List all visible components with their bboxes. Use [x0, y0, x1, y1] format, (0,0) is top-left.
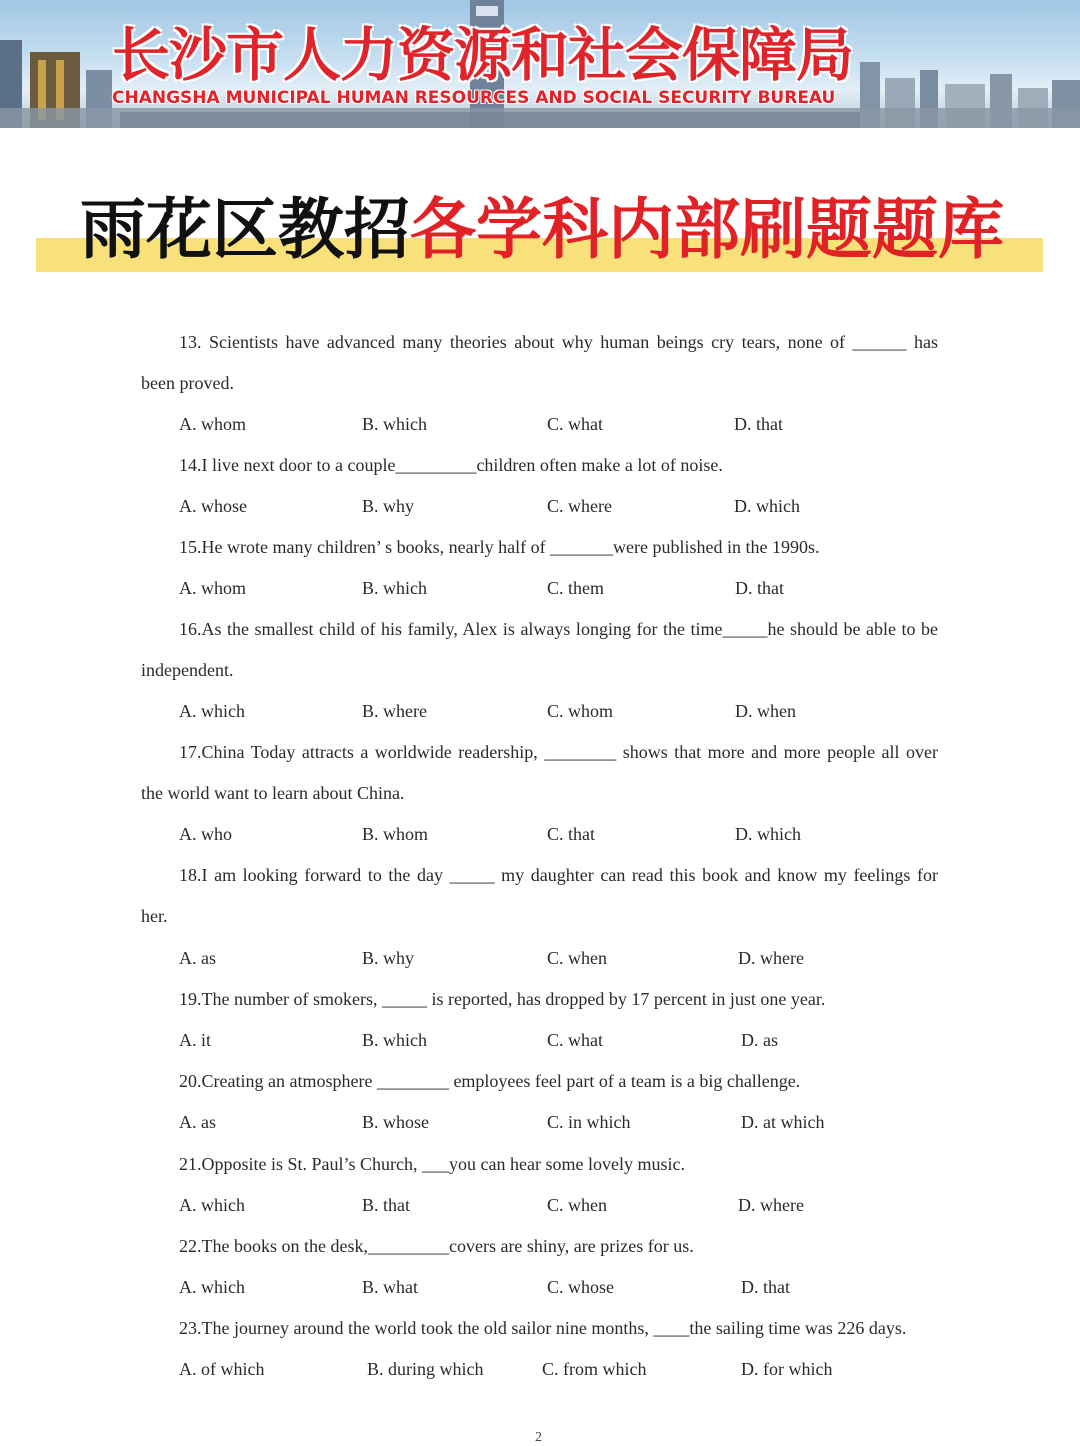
- question-23-option-a: A. of which: [179, 1359, 265, 1379]
- question-21-option-d: D. where: [738, 1195, 804, 1215]
- question-21-option-c: C. when: [547, 1195, 607, 1215]
- question-15-option-a: A. whom: [179, 578, 246, 598]
- question-13-option-d: D. that: [734, 414, 783, 434]
- question-17-option-c: C. that: [547, 824, 595, 844]
- question-19-line-1: 19.The number of smokers, _____ is reported, has dropped by 17 percent in just one year.: [179, 989, 826, 1009]
- question-16-option-a: A. which: [179, 701, 245, 721]
- question-14-option-d: D. which: [734, 496, 800, 516]
- question-19-option-d: D. as: [741, 1030, 778, 1050]
- page-number: 2: [535, 1430, 542, 1445]
- question-23-option-c: C. from which: [542, 1359, 647, 1379]
- page-title: [80, 182, 1040, 278]
- question-20-option-a: A. as: [179, 1112, 216, 1132]
- question-16-option-b: B. where: [362, 701, 427, 721]
- question-16-option-d: D. when: [735, 701, 796, 721]
- question-18-option-a: A. as: [179, 948, 216, 968]
- question-23-option-b: B. during which: [367, 1359, 484, 1379]
- question-14-option-c: C. where: [547, 496, 612, 516]
- question-14-line-1: 14.I live next door to a couple_________children often make a lot of noise.: [179, 455, 723, 475]
- question-19-option-b: B. which: [362, 1030, 427, 1050]
- question-16-option-c: C. whom: [547, 701, 614, 721]
- question-19-option-c: C. what: [547, 1030, 603, 1050]
- question-22-line-1: 22.The books on the desk,_________covers are shiny, are prizes for us.: [179, 1236, 694, 1256]
- question-18-line-2: her.: [141, 906, 168, 926]
- question-18-line-1: 18.I am looking forward to the day _____ my daughter can read this book and know my feelings for: [179, 865, 938, 885]
- question-18-option-c: C. when: [547, 948, 607, 968]
- question-13-option-c: C. what: [547, 414, 603, 434]
- question-17-line-2: the world want to learn about China.: [141, 783, 405, 803]
- question-20-option-c: C. in which: [547, 1112, 631, 1132]
- question-13-option-a: A. whom: [179, 414, 246, 434]
- banner-title: 长沙市人力资源和社会保障局: [112, 21, 854, 89]
- question-21-option-a: A. which: [179, 1195, 245, 1215]
- question-20-option-b: B. whose: [362, 1112, 429, 1132]
- question-13-line-2: been proved.: [141, 373, 234, 393]
- question-13-line-1: 13. Scientists have advanced many theories about why human beings cry tears, none of ______ has: [179, 332, 938, 352]
- question-14-option-a: A. whose: [179, 496, 247, 516]
- question-13-option-b: B. which: [362, 414, 427, 434]
- question-15-line-1: 15.He wrote many children’ s books, nearly half of _______were published in the 1990s.: [179, 537, 820, 557]
- question-19-option-a: A. it: [179, 1030, 212, 1050]
- question-18-option-b: B. why: [362, 948, 415, 968]
- question-21-line-1: 21.Opposite is St. Paul’s Church, ___you can hear some lovely music.: [179, 1154, 685, 1174]
- question-21-option-b: B. that: [362, 1195, 410, 1215]
- question-22-option-c: C. whose: [547, 1277, 614, 1297]
- question-16-line-2: independent.: [141, 660, 234, 680]
- question-17-line-1: 17.China Today attracts a worldwide readership, ________ shows that more and more people all over: [179, 742, 938, 762]
- question-20-line-1: 20.Creating an atmosphere ________ employees feel part of a team is a big challenge.: [179, 1071, 801, 1091]
- question-17-option-a: A. who: [179, 824, 232, 844]
- question-22-option-d: D. that: [741, 1277, 790, 1297]
- question-17-option-d: D. which: [735, 824, 801, 844]
- question-22-option-a: A. which: [179, 1277, 245, 1297]
- question-15-option-d: D. that: [735, 578, 784, 598]
- question-14-option-b: B. why: [362, 496, 415, 516]
- question-17-option-b: B. whom: [362, 824, 429, 844]
- page-title-red: 各学科内部刷题题库: [410, 191, 1004, 268]
- banner-subtitle: CHANGSHA MUNICIPAL HUMAN RESOURCES AND SOCIAL SECURITY BUREAU: [112, 88, 836, 108]
- question-15-option-c: C. them: [547, 578, 604, 598]
- page-title-black: 雨花区教招: [80, 191, 410, 268]
- question-20-option-d: D. at which: [741, 1112, 825, 1132]
- question-23-line-1: 23.The journey around the world took the old sailor nine months, ____the sailing time was 226 days.: [179, 1318, 907, 1338]
- question-15-option-b: B. which: [362, 578, 427, 598]
- question-16-line-1: 16.As the smallest child of his family, Alex is always longing for the time_____he should be able to be: [179, 619, 938, 639]
- header-banner: [0, 0, 1080, 128]
- question-22-option-b: B. what: [362, 1277, 418, 1297]
- question-18-option-d: D. where: [738, 948, 804, 968]
- question-23-option-d: D. for which: [741, 1359, 833, 1379]
